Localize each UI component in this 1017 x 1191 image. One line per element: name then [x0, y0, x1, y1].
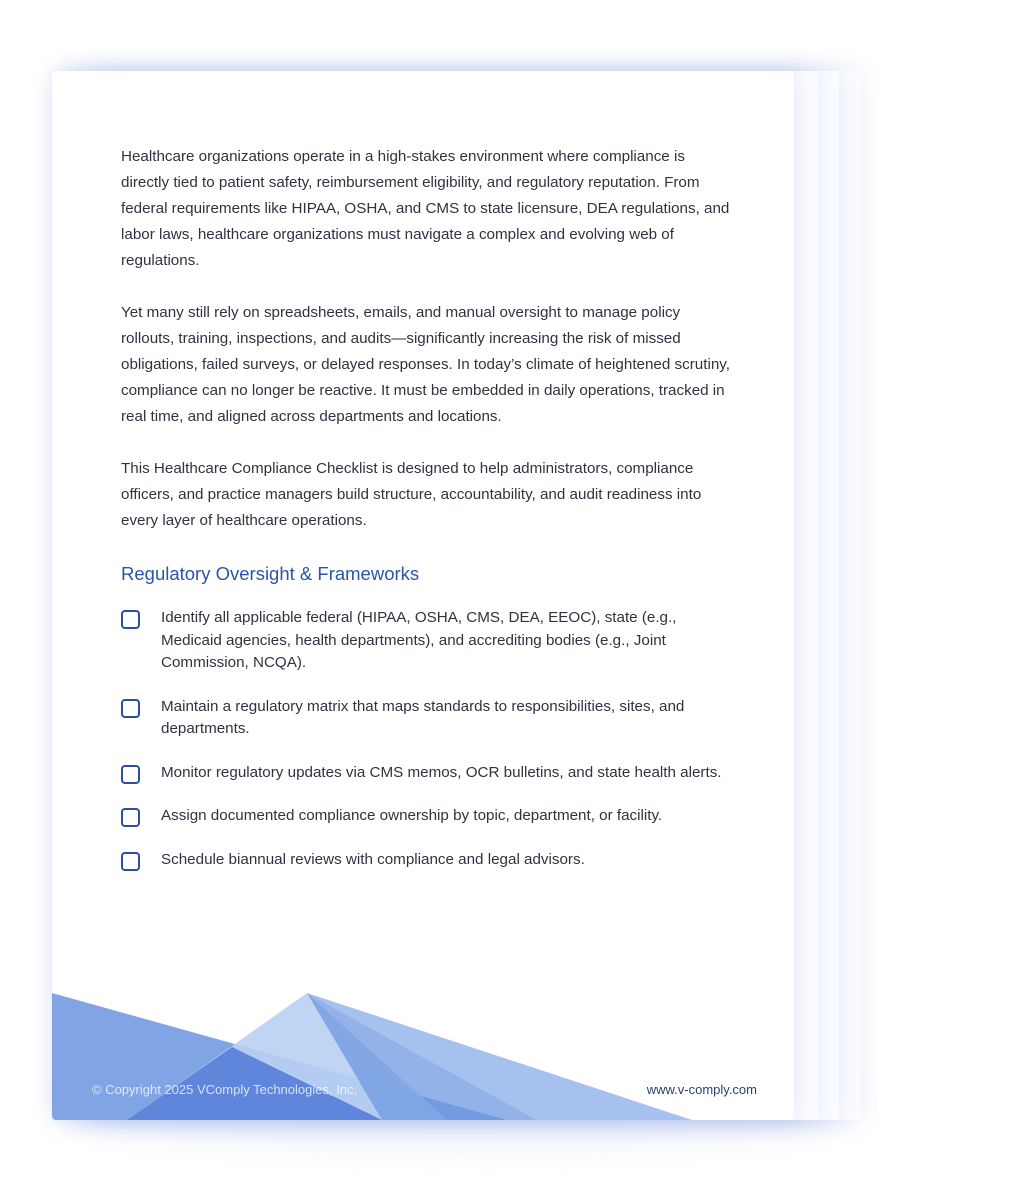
checklist-item: [121, 696, 733, 741]
checklist-item-text: Identify all applicable federal (HIPAA, OSHA, CMS, DEA, EEOC), state (e.g., Medicaid agencies, health departments), and accrediting bodies (e.g., Joint Commission, NCQA).: [161, 609, 677, 671]
checkbox[interactable]: [121, 808, 140, 827]
footer-decoration: [52, 991, 794, 1120]
checklist-item: [121, 849, 733, 872]
problem-paragraph: Yet many still rely on spreadsheets, emails, and manual oversight to manage policy rollouts, training, inspections, and audits—significantly increasing the risk of missed obligations, failed surveys, or delayed responses. In today’s climate of heightened scrutiny, compliance can no longer be reactive. It must be embedded in daily operations, tracked in real time, and aligned across departments and locations.: [121, 304, 730, 425]
checklist-item: [121, 607, 733, 675]
checklist-item: [121, 762, 733, 785]
checklist-item-text: Maintain a regulatory matrix that maps standards to responsibilities, sites, and departments.: [161, 697, 685, 737]
section-heading: Regulatory Oversight & Frameworks: [121, 563, 420, 584]
document-page: [52, 71, 794, 1120]
purpose-paragraph: This Healthcare Compliance Checklist is designed to help administrators, compliance officers, and practice managers build structure, accountability, and audit readiness into every layer of healthcare operations.: [121, 460, 702, 529]
checklist-item-text: Monitor regulatory updates via CMS memos, OCR bulletins, and state health alerts.: [161, 763, 722, 781]
checklist: [121, 607, 733, 871]
checkbox[interactable]: [121, 699, 140, 718]
intro-paragraph: Healthcare organizations operate in a high-stakes environment where compliance is directly tied to patient safety, reimbursement eligibility, and regulatory reputation. From federal requirements like HIPAA, OSHA, and CMS to state licensure, DEA regulations, and labor laws, healthcare organizations must navigate a complex and evolving web of regulations.: [121, 148, 730, 269]
checkbox[interactable]: [121, 610, 140, 629]
checkbox[interactable]: [121, 765, 140, 784]
footer-copyright: © Copyright 2025 VComply Technologies, Inc.: [92, 1082, 358, 1097]
checklist-item-text: Assign documented compliance ownership by topic, department, or facility.: [161, 807, 663, 824]
checklist-item-text: Schedule biannual reviews with compliance and legal advisors.: [161, 850, 585, 868]
footer-website-link[interactable]: www.v-comply.com: [646, 1082, 757, 1097]
checkbox[interactable]: [121, 852, 140, 871]
page-content: [121, 144, 733, 892]
checklist-item: [121, 805, 733, 828]
